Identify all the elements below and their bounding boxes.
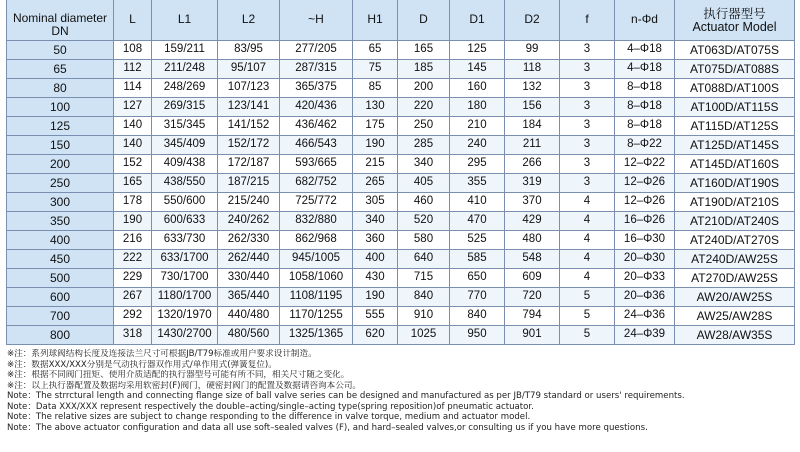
cell-l: 178 (114, 193, 152, 212)
cell-f: 3 (560, 60, 615, 79)
cell-l1: 269/315 (152, 98, 218, 117)
actuator-model-en: Actuator Model (692, 20, 777, 34)
table-row (7, 117, 795, 136)
cell-l1: 1430/2700 (152, 326, 218, 345)
cell-d2: 480 (505, 231, 560, 250)
table-body (7, 41, 795, 345)
note-line: Note：The strrctural length and connecting flange size of ball valve series can be designed and manufactured as per JB/T79 standard or users' requirements. (7, 391, 685, 401)
table-row (7, 60, 795, 79)
cell-nd: 4–Φ18 (615, 41, 675, 60)
cell-f: 4 (560, 193, 615, 212)
cell-l: 127 (114, 98, 152, 117)
note-line: ※注：以上执行器配置及数据均采用软密封(F)阀门，硬密封阀门的配置及数据请咨询本公司。 (7, 380, 362, 391)
cell-nd: 8–Φ22 (615, 136, 675, 155)
cell-dn: 50 (7, 41, 114, 60)
cell-d1: 125 (450, 41, 505, 60)
cell-h1: 265 (353, 174, 398, 193)
cell-l2: 365/440 (218, 288, 280, 307)
table-row (7, 212, 795, 231)
cell-h1: 190 (353, 288, 398, 307)
cell-f: 5 (560, 307, 615, 326)
cell-f: 3 (560, 98, 615, 117)
cell-h1: 555 (353, 307, 398, 326)
col-header-d1: D1 (450, 0, 505, 41)
cell-dn: 100 (7, 98, 114, 117)
table-row (7, 155, 795, 174)
cell-d2: 429 (505, 212, 560, 231)
cell-dn: 600 (7, 288, 114, 307)
cell-d: 1025 (398, 326, 450, 345)
note-line: ※注：系列球阀结构长度及连接法兰尺寸可根据JB/T79标准或用户要求设计制造。 (7, 349, 317, 359)
cell-d: 580 (398, 231, 450, 250)
cell-dn: 200 (7, 155, 114, 174)
cell-l2: 480/560 (218, 326, 280, 345)
cell-l: 108 (114, 41, 152, 60)
cell-actuator-model: AT190D/AT210S (675, 193, 795, 212)
cell-l2: 440/480 (218, 307, 280, 326)
cell-l1: 730/1700 (152, 269, 218, 288)
note-line: Note：The relative sizes are subject to change responding to the difference in valve torque, medium and actuator model. (7, 412, 531, 422)
cell-dn: 80 (7, 79, 114, 98)
cell-actuator-model: AT063D/AT075S (675, 41, 795, 60)
cell-dn: 125 (7, 117, 114, 136)
cell-actuator-model: AT160D/AT190S (675, 174, 795, 193)
cell-l1: 345/409 (152, 136, 218, 155)
cell-f: 4 (560, 231, 615, 250)
cell-actuator-model: AT145D/AT160S (675, 155, 795, 174)
cell-l1: 550/600 (152, 193, 218, 212)
spec-table (6, 0, 795, 345)
cell-l2: 83/95 (218, 41, 280, 60)
cell-d: 250 (398, 117, 450, 136)
cell-h1: 75 (353, 60, 398, 79)
cell-h: 365/375 (280, 79, 353, 98)
cell-h1: 620 (353, 326, 398, 345)
table-row (7, 288, 795, 307)
cell-l1: 633/730 (152, 231, 218, 250)
cell-d2: 370 (505, 193, 560, 212)
cell-nd: 20–Φ33 (615, 269, 675, 288)
col-header-d: D (398, 0, 450, 41)
cell-l2: 172/187 (218, 155, 280, 174)
cell-l1: 159/211 (152, 41, 218, 60)
cell-dn: 700 (7, 307, 114, 326)
cell-nd: 20–Φ36 (615, 288, 675, 307)
cell-h1: 400 (353, 250, 398, 269)
table-row (7, 136, 795, 155)
cell-f: 3 (560, 136, 615, 155)
cell-actuator-model: AT100D/AT115S (675, 98, 795, 117)
cell-d2: 211 (505, 136, 560, 155)
cell-f: 3 (560, 155, 615, 174)
cell-d: 460 (398, 193, 450, 212)
cell-nd: 8–Φ18 (615, 79, 675, 98)
table-row (7, 231, 795, 250)
cell-h1: 175 (353, 117, 398, 136)
cell-dn: 450 (7, 250, 114, 269)
cell-h: 1170/1255 (280, 307, 353, 326)
cell-l: 152 (114, 155, 152, 174)
cell-d: 910 (398, 307, 450, 326)
cell-d1: 180 (450, 98, 505, 117)
cell-nd: 16–Φ26 (615, 212, 675, 231)
cell-h: 1058/1060 (280, 269, 353, 288)
cell-l2: 95/107 (218, 60, 280, 79)
cell-d: 285 (398, 136, 450, 155)
cell-d1: 355 (450, 174, 505, 193)
cell-d1: 410 (450, 193, 505, 212)
header-row (7, 0, 795, 41)
cell-dn: 65 (7, 60, 114, 79)
table-row (7, 307, 795, 326)
table-row (7, 98, 795, 117)
col-header-l: L (114, 0, 152, 41)
cell-l2: 215/240 (218, 193, 280, 212)
cell-d1: 770 (450, 288, 505, 307)
cell-d: 640 (398, 250, 450, 269)
cell-l: 222 (114, 250, 152, 269)
cell-d2: 184 (505, 117, 560, 136)
cell-h: 862/968 (280, 231, 353, 250)
cell-d2: 609 (505, 269, 560, 288)
cell-h: 1108/1195 (280, 288, 353, 307)
cell-l2: 262/330 (218, 231, 280, 250)
cell-d: 340 (398, 155, 450, 174)
cell-d1: 145 (450, 60, 505, 79)
cell-d2: 720 (505, 288, 560, 307)
cell-h1: 190 (353, 136, 398, 155)
cell-dn: 300 (7, 193, 114, 212)
col-header-h: ~H (280, 0, 353, 41)
cell-h: 945/1005 (280, 250, 353, 269)
cell-h: 466/543 (280, 136, 353, 155)
cell-d: 840 (398, 288, 450, 307)
cell-actuator-model: AW20/AW25S (675, 288, 795, 307)
cell-l2: 187/215 (218, 174, 280, 193)
cell-f: 4 (560, 212, 615, 231)
table-row (7, 326, 795, 345)
cell-h1: 430 (353, 269, 398, 288)
cell-h1: 85 (353, 79, 398, 98)
cell-h: 436/462 (280, 117, 353, 136)
cell-d2: 266 (505, 155, 560, 174)
cell-d: 220 (398, 98, 450, 117)
cell-h1: 340 (353, 212, 398, 231)
cell-h1: 360 (353, 231, 398, 250)
cell-f: 3 (560, 79, 615, 98)
cell-l2: 262/440 (218, 250, 280, 269)
cell-nd: 8–Φ18 (615, 98, 675, 117)
cell-f: 3 (560, 174, 615, 193)
cell-h1: 215 (353, 155, 398, 174)
note-line: ※注：根据不同阀门扭矩、使用介质适配的执行器型号可能有所不同，相关尺寸随之变化。 (7, 370, 350, 380)
cell-l1: 248/269 (152, 79, 218, 98)
cell-actuator-model: AT240D/AW25S (675, 250, 795, 269)
cell-l2: 107/123 (218, 79, 280, 98)
cell-d1: 840 (450, 307, 505, 326)
cell-f: 4 (560, 269, 615, 288)
actuator-model-cn: 执行器型号 (703, 7, 766, 21)
cell-d2: 794 (505, 307, 560, 326)
cell-h: 287/315 (280, 60, 353, 79)
col-header-nd: n-Φd (615, 0, 675, 41)
cell-f: 3 (560, 117, 615, 136)
cell-actuator-model: AT115D/AT125S (675, 117, 795, 136)
cell-h: 593/665 (280, 155, 353, 174)
cell-l1: 1180/1700 (152, 288, 218, 307)
cell-d: 405 (398, 174, 450, 193)
cell-actuator-model: AT088D/AT100S (675, 79, 795, 98)
cell-l1: 600/633 (152, 212, 218, 231)
cell-l: 140 (114, 117, 152, 136)
cell-l2: 152/172 (218, 136, 280, 155)
cell-h: 277/205 (280, 41, 353, 60)
cell-actuator-model: AT210D/AT240S (675, 212, 795, 231)
cell-l: 318 (114, 326, 152, 345)
cell-l: 140 (114, 136, 152, 155)
cell-f: 5 (560, 326, 615, 345)
cell-l: 229 (114, 269, 152, 288)
cell-nd: 8–Φ18 (615, 117, 675, 136)
cell-dn: 800 (7, 326, 114, 345)
cell-nd: 24–Φ39 (615, 326, 675, 345)
cell-h1: 130 (353, 98, 398, 117)
col-header-f: f (560, 0, 615, 41)
table-row (7, 41, 795, 60)
cell-l1: 409/438 (152, 155, 218, 174)
table-row (7, 79, 795, 98)
cell-f: 3 (560, 41, 615, 60)
cell-l2: 240/262 (218, 212, 280, 231)
cell-d2: 319 (505, 174, 560, 193)
cell-l: 267 (114, 288, 152, 307)
cell-dn: 150 (7, 136, 114, 155)
cell-h: 1325/1365 (280, 326, 353, 345)
table-row (7, 250, 795, 269)
cell-l1: 438/550 (152, 174, 218, 193)
col-header-l1: L1 (152, 0, 218, 41)
cell-h: 420/436 (280, 98, 353, 117)
cell-h: 725/772 (280, 193, 353, 212)
note-line: ※注：数据XXX/XXX分别是气动执行器双作用式/单作用式(弹簧复位)。 (7, 359, 277, 370)
cell-d2: 548 (505, 250, 560, 269)
cell-f: 5 (560, 288, 615, 307)
cell-nd: 24–Φ36 (615, 307, 675, 326)
cell-d1: 160 (450, 79, 505, 98)
cell-h1: 305 (353, 193, 398, 212)
cell-d: 165 (398, 41, 450, 60)
cell-actuator-model: AW25/AW28S (675, 307, 795, 326)
cell-nd: 4–Φ18 (615, 60, 675, 79)
cell-d1: 240 (450, 136, 505, 155)
cell-nd: 12–Φ26 (615, 193, 675, 212)
cell-l1: 633/1700 (152, 250, 218, 269)
cell-dn: 250 (7, 174, 114, 193)
cell-h1: 65 (353, 41, 398, 60)
cell-l2: 330/440 (218, 269, 280, 288)
col-header-dn: Nominal diameter DN (7, 0, 114, 41)
col-header-actuator-model (675, 0, 795, 41)
cell-d1: 210 (450, 117, 505, 136)
cell-f: 4 (560, 250, 615, 269)
col-header-l2: L2 (218, 0, 280, 41)
table-row (7, 193, 795, 212)
cell-d1: 585 (450, 250, 505, 269)
cell-d2: 132 (505, 79, 560, 98)
cell-l2: 123/141 (218, 98, 280, 117)
cell-l: 114 (114, 79, 152, 98)
cell-l1: 211/248 (152, 60, 218, 79)
col-header-h1: H1 (353, 0, 398, 41)
cell-d1: 650 (450, 269, 505, 288)
note-line: Note：The above actuator configuration and data all use soft–sealed valves (F), and hard–sealed valves,or consulting us if you have more questions. (7, 422, 648, 433)
cell-d1: 950 (450, 326, 505, 345)
cell-d1: 295 (450, 155, 505, 174)
cell-actuator-model: AT270D/AW25S (675, 269, 795, 288)
cell-nd: 20–Φ30 (615, 250, 675, 269)
table-row (7, 174, 795, 193)
cell-d: 715 (398, 269, 450, 288)
cell-l: 292 (114, 307, 152, 326)
cell-actuator-model: AT075D/AT088S (675, 60, 795, 79)
cell-d2: 156 (505, 98, 560, 117)
cell-l1: 1320/1970 (152, 307, 218, 326)
cell-d: 520 (398, 212, 450, 231)
cell-l: 165 (114, 174, 152, 193)
cell-actuator-model: AT240D/AT270S (675, 231, 795, 250)
cell-d2: 118 (505, 60, 560, 79)
cell-dn: 500 (7, 269, 114, 288)
cell-d1: 525 (450, 231, 505, 250)
cell-d1: 470 (450, 212, 505, 231)
cell-d2: 901 (505, 326, 560, 345)
cell-l: 216 (114, 231, 152, 250)
cell-h: 682/752 (280, 174, 353, 193)
cell-d: 200 (398, 79, 450, 98)
cell-d2: 99 (505, 41, 560, 60)
cell-dn: 400 (7, 231, 114, 250)
cell-l1: 315/345 (152, 117, 218, 136)
notes-section (7, 349, 797, 433)
cell-actuator-model: AW28/AW35S (675, 326, 795, 345)
note-line: Note：Data XXX/XXX represent respectively the double–acting/single–acting type(spring reposition)of pneumatic actuator. (7, 401, 534, 412)
table-row (7, 269, 795, 288)
cell-l: 112 (114, 60, 152, 79)
col-header-d2: D2 (505, 0, 560, 41)
cell-l2: 141/152 (218, 117, 280, 136)
cell-actuator-model: AT125D/AT145S (675, 136, 795, 155)
cell-nd: 12–Φ22 (615, 155, 675, 174)
cell-h: 832/880 (280, 212, 353, 231)
cell-dn: 350 (7, 212, 114, 231)
cell-nd: 12–Φ26 (615, 174, 675, 193)
cell-d: 185 (398, 60, 450, 79)
cell-l: 190 (114, 212, 152, 231)
cell-nd: 16–Φ30 (615, 231, 675, 250)
